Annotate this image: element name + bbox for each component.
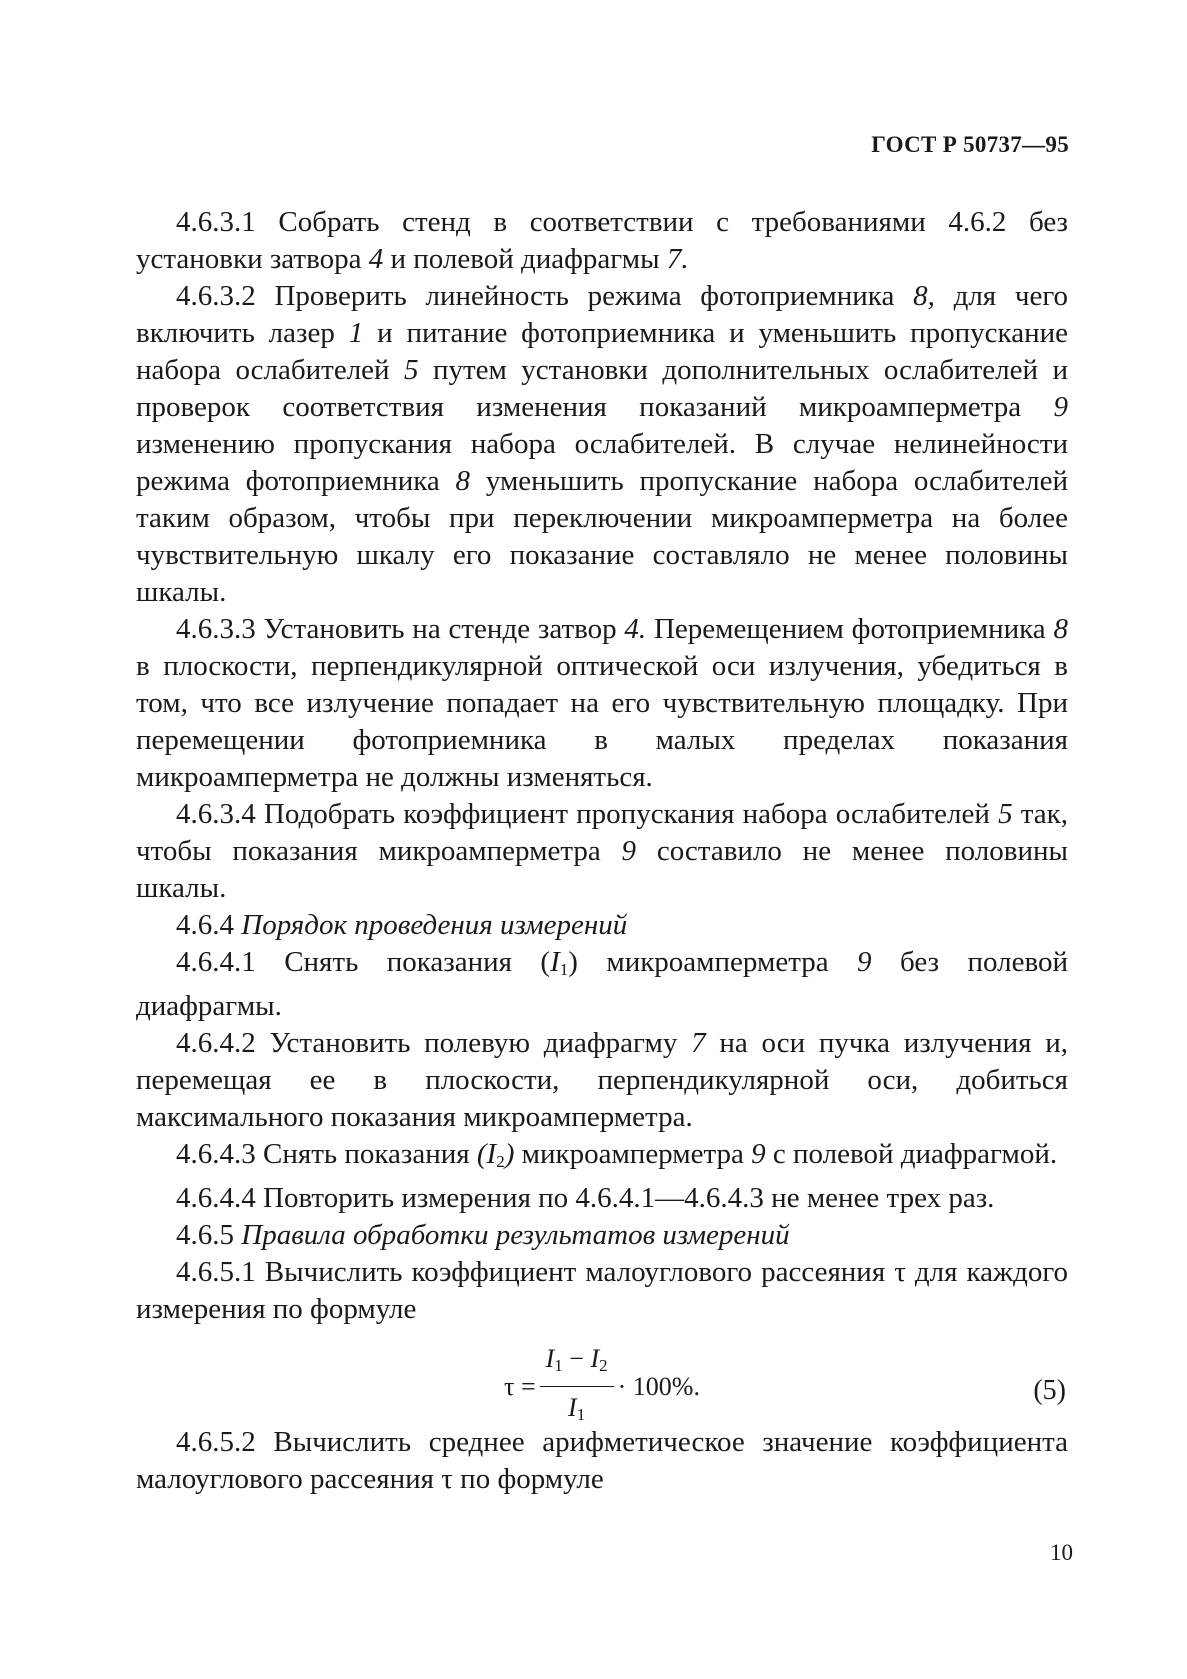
- paragraph-4-6-4-1: 4.6.4.1 Снять показания $(I_1)$ микроамперметра 9 без полевой диафрагмы.: [136, 946, 1068, 1022]
- section-heading-4-6-5: 4.6.5 Правила обработки результатов измерений: [176, 1219, 790, 1251]
- page-number: 10: [1050, 1540, 1073, 1565]
- document-body: [136, 204, 1068, 1498]
- paragraph-4-6-4-3: 4.6.4.3 Снять показания $(I_2)$ микроамперметра 9 с полевой диафрагмой.: [176, 1138, 1058, 1171]
- paragraph-4-6-3-1: 4.6.3.1 Собрать стенд в соответствии с требованиями 4.6.2 без установки затвора 4 и полевой диафрагмы 7.: [136, 206, 1068, 275]
- formula-expression: [504, 1340, 700, 1433]
- formula-5: [136, 1334, 1068, 1424]
- paragraph-4-6-4-4: 4.6.4.4 Повторить измерения по 4.6.4.1—4.6.4.3 не менее трех раз.: [176, 1182, 995, 1214]
- paragraph-4-6-5-2: 4.6.5.2 Вычислить среднее арифметическое значение коэффициента малоуглового рассеяния τ по формуле: [136, 1426, 1068, 1495]
- paragraph-4-6-3-4: 4.6.3.4 Подобрать коэффициент пропускания набора ослабителей 5 так, чтобы показания микроамперметра 9 составило не менее половины шкалы.: [136, 798, 1068, 904]
- paragraph-4-6-3-3: 4.6.3.3 Установить на стенде затвор 4. Перемещением фотоприемника 8 в плоскости, перпендикулярной оптической оси излучения, убедиться в том, что все излучение попадает на его чувствительную площадку. При перемещении фотоприемника в малых пределах показания микроамперметра не должны изменяться.: [136, 613, 1068, 793]
- document-code-header: ГОСТ Р 50737—95: [871, 132, 1069, 157]
- formula-numerator: $I_1 - I_2$: [540, 1340, 614, 1387]
- equation-number: (5): [1033, 1375, 1066, 1406]
- formula-denominator: $I_1$: [568, 1393, 586, 1424]
- formula-lhs: τ =: [504, 1372, 536, 1401]
- paragraph-4-6-5-1: 4.6.5.1 Вычислить коэффициент малоуглового рассеяния τ для каждого измерения по формуле: [136, 1256, 1068, 1325]
- section-heading-4-6-4: 4.6.4 Порядок проведения измерений: [176, 909, 628, 941]
- formula-rhs: · 100%.: [617, 1372, 700, 1401]
- paragraph-4-6-4-2: 4.6.4.2 Установить полевую диафрагму 7 на оси пучка излучения и, перемещая ее в плоскости, перпендикулярной оси, добиться максимального показания микроамперметра.: [136, 1027, 1068, 1133]
- paragraph-4-6-3-2: 4.6.3.2 Проверить линейность режима фотоприемника 8, для чего включить лазер 1 и питание фотоприемника и уменьшить пропускание набора ослабителей 5 путем установки дополнительных ослабителей и проверок соответствия изменения показаний микроамперметра 9 изменению пропускания набора ослабителей. В случае нелинейности режима фотоприемника 8 уменьшить пропускание набора ослабителей таким образом, чтобы при переключении микроамперметра на более чувствительную шкалу его показание составляло не менее половины шкалы.: [136, 280, 1068, 608]
- formula-fraction: [540, 1340, 614, 1433]
